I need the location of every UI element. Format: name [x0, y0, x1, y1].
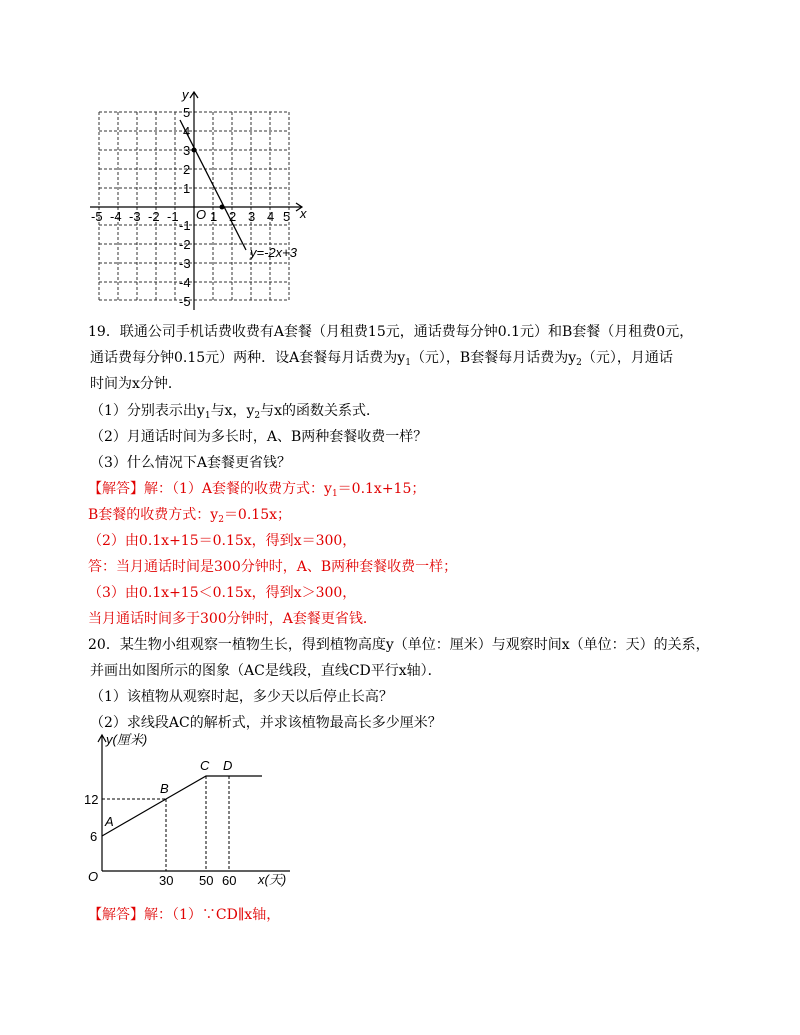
- q19-answer1: 【解答】解：（1）A套餐的收费方式：$y_1=0.1x+15$；: [88, 481, 426, 499]
- x-tick: -5: [91, 209, 103, 224]
- q19-answer5: （3）由0.1x+15＜0.15x，得到x＞300，: [88, 585, 357, 601]
- x-tick: -2: [148, 209, 160, 224]
- linear-function-graph: [80, 88, 310, 313]
- q20-sub2: （2）求线段AC的解析式，并求该植物最高长多少厘米？: [90, 715, 442, 731]
- x-tick: 4: [267, 209, 275, 224]
- x-tick: 3: [248, 209, 256, 224]
- q19-answer4: 答：当月通话时间是300分钟时，A、B两种套餐收费一样；: [88, 559, 458, 575]
- q19-answer6: 当月通话时间多于300分钟时，A套餐更省钱．: [88, 611, 377, 627]
- y-tick: 4: [183, 124, 191, 139]
- y-axis-label: y(厘米): [106, 732, 148, 747]
- q19-line1: 19．联通公司手机话费收费有A套餐（月租费15元，通话费每分钟0.1元）和B套餐（月租费0元，: [88, 324, 694, 340]
- q19-sub3: （3）什么情况下A套餐更省钱？: [90, 455, 292, 471]
- origin-label: O: [88, 869, 99, 884]
- q19-sub2: （2）月通话时间为多长时，A、B两种套餐收费一样？: [90, 429, 428, 445]
- y-tick: 1: [183, 181, 191, 196]
- point-b-label: B: [160, 781, 169, 796]
- q20-line2: 并画出如图所示的图象（AC是线段，直线CD平行x轴）．: [90, 663, 442, 679]
- y-tick: 2: [183, 162, 191, 177]
- y-tick: -1: [179, 218, 191, 233]
- q19-answer2: B套餐的收费方式：$y_2=0.15x$；: [88, 507, 292, 525]
- x-tick: -4: [110, 209, 122, 224]
- origin-label: O: [196, 207, 207, 222]
- q20-answer1: 【解答】解：（1）∵CD∥x轴，: [88, 907, 281, 923]
- y-tick: -5: [179, 294, 191, 309]
- growth-line: [102, 776, 262, 836]
- y-intercept-point: [192, 148, 197, 153]
- q19-line2: 通话费每分钟0.15元）两种．设A套餐每月话费为$y_1$（元），B套餐每月话费为$y_2$（元），月通话: [90, 350, 673, 368]
- x-tick: -3: [129, 209, 141, 224]
- x-axis-label: x: [300, 206, 307, 221]
- x-intercept-point: [220, 205, 225, 210]
- q19-sub1: （1）分别表示出$y_1$与x，$y_2$与x的函数关系式．: [90, 403, 381, 421]
- q20-line1: 20．某生物小组观察一植物生长，得到植物高度y（单位：厘米）与观察时间x（单位：天）的关系，: [88, 637, 710, 653]
- x-tick: 60: [222, 873, 237, 888]
- x-tick: -1: [167, 209, 179, 224]
- point-c-label: C: [200, 758, 210, 773]
- x-tick: 30: [159, 873, 174, 888]
- x-tick: 5: [283, 209, 291, 224]
- y-tick: 6: [90, 829, 98, 844]
- y-tick: -4: [179, 275, 191, 290]
- x-tick: 1: [210, 209, 218, 224]
- line-equation-label: y=-2x+3: [250, 245, 297, 260]
- y-tick: 12: [84, 792, 99, 807]
- q19-answer3: （2）由0.1x+15＝0.15x，得到x＝300，: [88, 533, 357, 549]
- q20-sub1: （1）该植物从观察时起，多少天以后停止长高？: [90, 689, 393, 705]
- y-axis-label: y: [182, 88, 189, 102]
- y-tick: -2: [179, 237, 191, 252]
- y-tick: 5: [183, 105, 191, 120]
- x-tick: 50: [199, 873, 214, 888]
- plant-growth-graph: [80, 730, 300, 895]
- y-tick: -3: [179, 256, 191, 271]
- q19-line3: 时间为x分钟．: [90, 376, 182, 392]
- y-tick: 3: [183, 143, 191, 158]
- x-tick: 2: [229, 209, 237, 224]
- x-axis-label: x(天): [258, 872, 287, 887]
- point-a-label: A: [105, 814, 114, 829]
- point-d-label: D: [223, 758, 233, 773]
